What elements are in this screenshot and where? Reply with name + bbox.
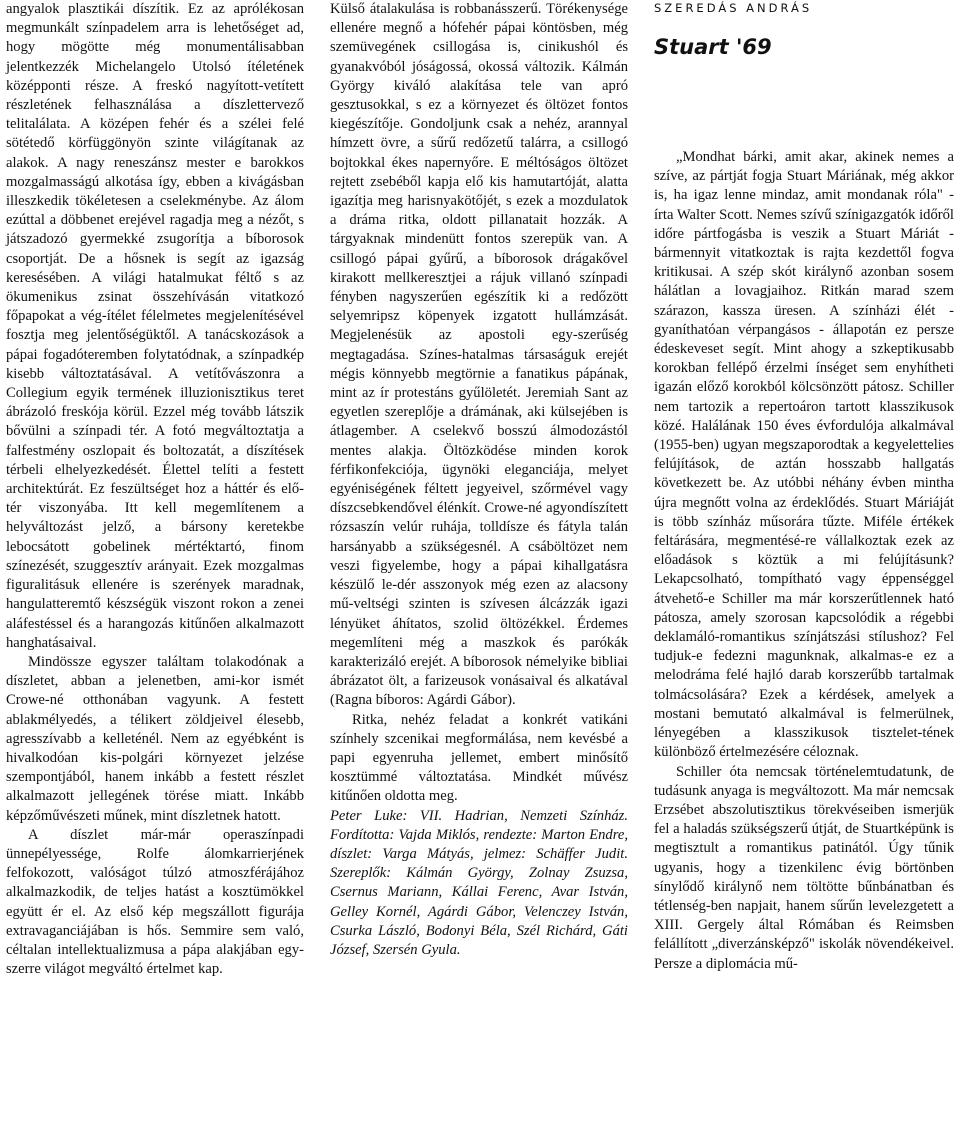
paragraph: Ritka, nehéz feladat a konkrét vatikáni színhely szcenikai megformálása, nem kevésbé a papi egyenruha jellemet, embert minősítő kosztümmé változtatása. Mindkét művész kitűnően oldotta meg.	[330, 711, 628, 805]
paragraph: A díszlet már-már operaszínpadi ünnepélyessége, Rolfe álomkarrierjének felfokozott, valóságot túlzó atmoszférájához alkalmazkodik, de teljes hatást a kosztümökkel együtt ér el. Az első kép megszállott figurája extravaganciájában is hős. Semmire sem való, céltalan intellektualizmusa a pápa alakjában egy-szerre világot megváltó értelmet kap.	[6, 826, 304, 978]
article-author: SZEREDÁS ANDRÁS	[654, 1, 813, 15]
paragraph: Schiller óta nemcsak történelemtudatunk, de tudásunk anyaga is megváltozott. Ma már nemcsak Erzsébet abszolutisztikus törekvéseiben ismerjük fel a haladás szükségszerű útját, de Stuartképünk is megtisztult a romantikus patinától. Úgy tűnik ugyanis, hogy a tizenkilenc évig börtönben sínylődő királynő nem töltötte bűnbánatban és tétlenség-ben napjait, hanem sűrűn levelezgetett a XIII. Gergely által Rómában és Reimsben felállított „diverzánsképző" iskolák növendékeivel. Persze a diplomácia mű-	[654, 763, 954, 972]
paragraph: Mindössze egyszer találtam tolakodónak a díszletet, abban a jelenetben, ami-kor ismét Crowe-né otthonában vagyunk. A festett ablakmélyedés, a télikert zöldjeivel élesebb, agresszívabb a kelleténél. Nem az egyébként is hivalkodóan kis-polgári környezet jelzése szempontjából, hanem inkább a festett részlet alkalmazott jellegének törése miatt. Inkább képzőművészeti műnek, mint díszletnek hatott.	[6, 653, 304, 824]
paragraph: angyalok plasztikái díszítik. Ez az aprólékosan megmunkált színpadelem arra is lehetőséget ad, hogy mögötte még monumentálisabban jelentkezzék Michelangelo Utolsó ítéletének középponti része. A freskó nagyított-vetített részletének felhasználása a díszlettervező telitalálata. A középen fehér és a szélei felé sötétedő körfüggönyön szinte világítanak az alakok. A nagy reneszánsz mester e barokkos mozgalmasságú alkotása így, ebben a kivágásban illeszkedik tökéletesen a cselekménybe. Az álom ezúttal a döbbenet erejével ragadja meg a nézőt, s játszadozó gyermekké zsugorítja a bíborosok csoportját. De a hősnek is segít az igazság keresésében. A világi hatalmukat féltő s az ökumenikus zsinat összehívásán vitatkozó főpapokat a vég-ítélet félelmetes megjelenítésével fosztja meg jelentőségüktől. A tanácskozások a pápai fogadóteremben folytatódnak, a színpadkép kisebb változtatásával. A vetítővászonra a Collegium egyik termének illuzionisztikus teret ábrázoló freskója körül. Ezzel még tovább látszik bővülni a színpadi tér. A fotó megváltoztatja a falfestmény oszlopait és boltozatát, a díszítések térbeli elhelyezkedését. Élettel telíti a festett architektúrát. Ez feszültséget hoz a háttér és elő-tér viszonyába. Itt kell megemlítenem a helyváltozást jelző, a bársony keretekbe lebocsátott gobelinek mértéktartó, finom színezését, szuggesztív arányait. Ezek mozgalmas figuralitásuk ellenére is szerények maradnak, hangulatteremtő készségük viszont rokon a zenei aláfestéssel és a harangozás kitűnően alkalmazott hanghatásaival.	[6, 1, 304, 651]
column-middle	[330, 0, 628, 960]
production-credits: Peter Luke: VII. Hadrian, Nemzeti Színház. Fordította: Vajda Miklós, rendezte: Marton Endre, díszlet: Varga Mátyás, jelmez: Schäffer Judit. Szereplők: Kálmán György, Zolnay Zsuzsa, Csernus Mariann, Kállai Ferenc, Avar István, Gelley Kornél, Agárdi Gábor, Velenczey István, Csurka László, Bodonyi Béla, Szél Richárd, Gáti József, Szersén Gyula.	[330, 807, 628, 958]
article-title: Stuart '69	[654, 35, 772, 59]
paragraph: Külső átalakulása is robbanásszerű. Törékenysége ellenére megnő a hófehér pápai köntösben, még szemüvegének csillogása is, cinikushól és gyanakvóból jóságossá, okossá változik. Kálmán György kiváló alakítása tele van apró gesztusokkal, s ez a környezet és öltözet fontos kiegészítője. Gondoljunk csak a nehéz, arannyal hímzett övre, a sűrű redőzetű talárra, a csillogó bojtokkal ékes napernyőre. E méltóságos öltözet rejtett zsebéből kapja elő kis hamutartóját, alatta igazítja meg harisnyakötőjét, s ezek a mozdulatok a dráma ritka, oldott pillanatait hozzák. A tárgyaknak mindenütt fontos szerepük van. A csillogó pápai gyűrű, a bíborosok drágakővel kirakott mellkeresztjei a rájuk villanó színpadi fényben nagyszerűen egészítik ki a redőzött selyemripsz köpenyek izgatott hullámzását. Megjelenésük az apostoli egy-szerűség megtagadása. Színes-hatalmas társaságuk erejét mégis könnyebb megtörnie a fanatikus pápának, mint az ír protestáns gyűlöletét. Jeremiah Sant az egyetlen szereplője a drámának, aki külsejében is átlagember. A cselekvő bosszú álmodozástól mentes alakja. Öltözködése minden korok férfikonfekciója, ügynöki eleganciája, melyet egyéniségének féltett jegyeivel, szőrmével vagy díszcsebkendővel élénkít. Crowe-né agyondíszített rózsaszín velúr ruhája, tolldísze és fátyla talán harsányabb a szükségesnél. A csáböltözet nem veszi figyelembe, hogy a pápai kihallgatásra készülő le-dér asszonyok még ezen az alacsony mű-veltségi szinten is szívesen álcázzák igazi lényüket áhítatos, szolid öltözékkel. Érdemes megemlíteni még a maszkok és parókák karakterizáló erejét. A bíborosok némelyike bibliai ábrázatot ölt, a farizeusok vonásaival és alkatával (Ragna bíboros: Agárdi Gábor).	[330, 1, 628, 709]
column-left	[6, 0, 304, 979]
column-right	[654, 0, 954, 974]
paragraph: „Mondhat bárki, amit akar, akinek nemes a szíve, az pártját fogja Stuart Máriának, még akkor is, ha igaz lenne mindaz, amit mondanak róla" - írta Walter Scott. Nemes szívű színigazgatók időről időre pártfogásba is veszik a Stuart Máriát - bármennyit vitatkoztak is rajta kezdettől fogva kritikusai. A szép skót királynő azonban sosem hálátlan a lovagjaihoz. Ritkán marad szem szárazon, kassza üresen. A színházi élét - gyaníthatóan vérpangásos - állapotán ez persze édeskeveset segít. Mint ahogy a szkeptikusabb korokban fellépő érzelmi ínséget sem enyhítheti igazán előző korokból kölcsönzött pátosz. Schiller nem tartozik a repertoáron tartott klasszikusok közé. Halálának 150 éves évfordulója alkalmával (1955-ben) ugyan megszaporodtak a kegyelettelies felújítások, de aztán hosszabb hallgatás következett be. Az utóbbi néhány évben mintha újra megnőtt volna az érdeklődés. Stuart Máriáját is több színház műsorára tűzte. Miféle értékek feltárására, megmentésé-re vállalkoztak ezek az előadások s köztük a mi felújításunk? Lekapcsolható, tompítható vagy éppenséggel átvehető-e Schiller ma már korszerűtlennek ható pátosza, amely szorosan kapcsolódik a régebbi deklamáló-romantikus színjátszási stílushoz? Fel tudjuk-e fedezni magunknak, alkalmas-e ez a melodráma felé hajló darab korszerűbb tartalmak tolmácsolására? Ezek a kérdések, amelyek a mostani bemutató alkalmával is felmerülnek, lényegében a klasszikusok tisztelet-tének különböző értelmezésére céloznak.	[654, 149, 954, 761]
